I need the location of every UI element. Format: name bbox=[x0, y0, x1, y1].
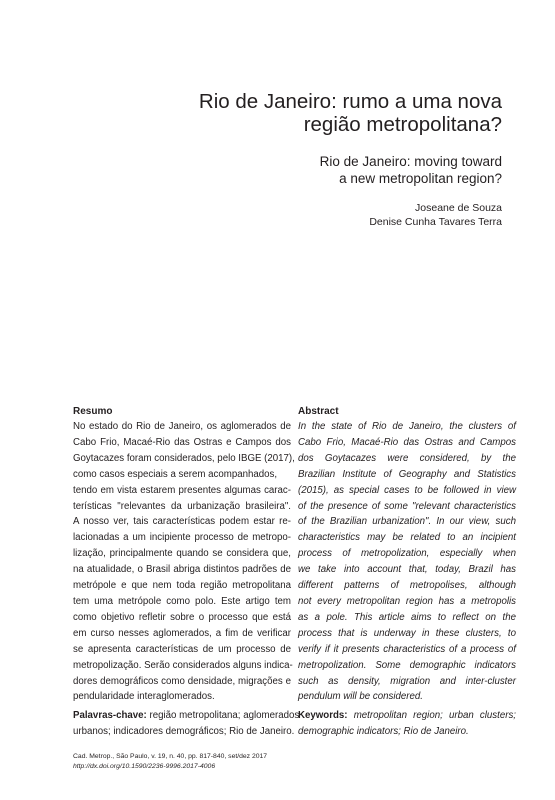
resumo-line: lização, principalmente quando se considera que, bbox=[73, 548, 291, 560]
resumo-line: como objetivo refletir sobre o processo que está bbox=[73, 611, 291, 623]
author-list bbox=[122, 202, 502, 229]
page-footer bbox=[73, 752, 267, 772]
keywords-text: metropolitan region; urban clusters; bbox=[347, 710, 516, 722]
title-line: região metropolitana? bbox=[303, 113, 502, 136]
resumo-line: tem uma metrópole como polo. Este artigo tem bbox=[73, 595, 291, 607]
abstract-heading: Abstract bbox=[298, 406, 339, 417]
resumo-line: pendularidade interaglomerados. bbox=[73, 691, 215, 703]
abstract-line: In the state of Rio de Janeiro, the clusters of bbox=[298, 421, 516, 432]
abstract-keywords bbox=[298, 708, 516, 740]
keywords-label: Keywords: bbox=[298, 710, 348, 722]
abstract-line: (2015), as special cases to be followed in view bbox=[298, 484, 516, 496]
doi-link[interactable]: http://dx.doi.org/10.1590/2236-9996.2017-4006 bbox=[73, 763, 216, 770]
resumo-line: metropolização. Serão considerados alguns indica- bbox=[73, 659, 293, 671]
abstract-line: process that is underway in these clusters, to bbox=[298, 627, 516, 639]
resumo-heading: Resumo bbox=[73, 406, 113, 417]
title-block bbox=[122, 90, 502, 229]
resumo-line: terísticas "relevantes da urbanização brasileira". bbox=[73, 500, 291, 512]
resumo-line: No estado do Rio de Janeiro, os aglomerados de bbox=[73, 421, 291, 432]
abstract-line: process of metropolization, especially when bbox=[298, 548, 516, 560]
keywords-label: Palavras-chave: bbox=[73, 710, 147, 722]
abstract-line: pendulum will be considered. bbox=[298, 691, 423, 703]
abstract-body bbox=[298, 419, 516, 705]
resumo-line: em curso nesses aglomerados, a fim de verificar bbox=[73, 627, 291, 639]
abstract-line: of the Brazilian urbanization". In our view, such bbox=[298, 516, 516, 528]
resumo-column bbox=[73, 404, 300, 740]
resumo-line: A nosso ver, tais características podem estar re- bbox=[73, 516, 291, 528]
abstract-line: dos Goytacazes were considered, by the bbox=[298, 452, 516, 464]
resumo-line: tendo em vista estarem presentes algumas carac- bbox=[73, 484, 291, 496]
abstract-line: not every metropolitan region has a metropolis bbox=[298, 595, 516, 607]
resumo-line: dores demográficos como densidade, migrações e bbox=[73, 675, 291, 687]
abstract-line: metropolization. Some demographic indicators bbox=[298, 659, 516, 671]
abstract-line: Cabo Frio, Macaé-Rio das Ostras and Campos bbox=[298, 436, 516, 448]
abstract-line: as a pole. This article aims to reflect on the bbox=[298, 611, 516, 623]
resumo-line: na atualidade, o Brasil abriga distintos padrões de bbox=[73, 564, 291, 576]
abstract-line: verify if it presents characteristics of a process of bbox=[298, 643, 516, 655]
subtitle-line: Rio de Janeiro: moving toward bbox=[319, 154, 502, 169]
abstract-line: Brazilian Institute of Geography and Statistics bbox=[298, 468, 516, 480]
keywords-text: demographic indicators; Rio de Janeiro. bbox=[298, 726, 469, 738]
abstract-line: characteristics may be related to an incipient bbox=[298, 532, 516, 544]
resumo-body bbox=[73, 419, 295, 705]
abstract-column bbox=[298, 404, 516, 740]
keywords-text: região metropolitana; aglomerados bbox=[146, 710, 300, 722]
title-line: Rio de Janeiro: rumo a uma nova bbox=[198, 90, 502, 113]
article-title bbox=[122, 90, 502, 136]
abstract-line: we take into account that, today, Brazil has bbox=[298, 564, 516, 576]
resumo-line: Cabo Frio, Macaé-Rio das Ostras e Campos dos bbox=[73, 436, 291, 448]
resumo-keywords bbox=[73, 708, 300, 740]
citation-text: Cad. Metrop., São Paulo, v. 19, n. 40, pp. 817-840, set/dez 2017 bbox=[73, 753, 268, 760]
resumo-line: se apresenta características de um processo de bbox=[73, 643, 291, 655]
resumo-line: Goytacazes foram considerados, pelo IBGE (2017), bbox=[73, 452, 295, 464]
resumo-line: como casos especiais a serem acompanhados, bbox=[73, 468, 278, 480]
abstract-line: such as density, migration and inter-cluster bbox=[298, 675, 516, 687]
subtitle-line: a new metropolitan region? bbox=[339, 171, 502, 186]
author-name: Joseane de Souza bbox=[415, 202, 502, 214]
article-subtitle bbox=[122, 153, 502, 187]
resumo-line: metrópole e que nem toda região metropolitana bbox=[73, 580, 291, 592]
abstract-line: of the presence of some "relevant characteristics bbox=[298, 500, 516, 512]
author-name: Denise Cunha Tavares Terra bbox=[369, 215, 502, 228]
resumo-line: lacionadas a um incipiente processo de metropo- bbox=[73, 532, 291, 544]
keywords-text: urbanos; indicadores demográficos; Rio de Janeiro. bbox=[73, 726, 295, 738]
abstract-line: different patterns of metropolises, although bbox=[298, 580, 516, 592]
